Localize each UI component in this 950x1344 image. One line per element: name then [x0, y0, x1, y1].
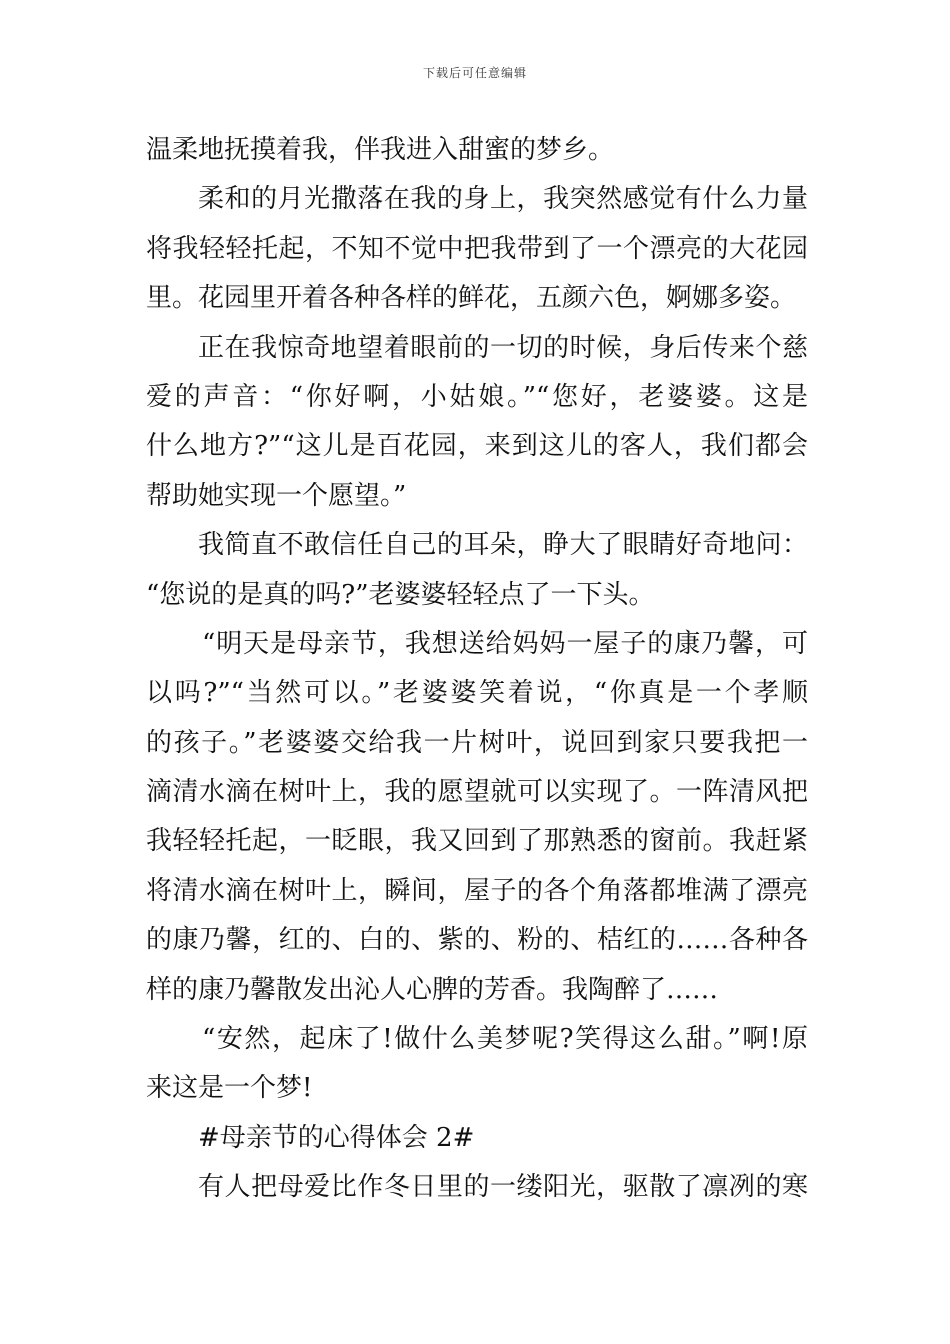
text-line: 我简直不敢信任自己的耳朵，睁大了眼睛好奇地问： — [198, 530, 808, 561]
text-line: 柔和的月光撒落在我的身上，我突然感觉有什么力量 — [198, 184, 808, 215]
text-line: 的康乃馨，红的、白的、紫的、粉的、桔红的……各种各 — [146, 925, 808, 956]
text-line: 什么地方?”“这儿是百花园，来到这儿的客人，我们都会 — [146, 431, 808, 462]
text-line: 帮助她实现一个愿望。” — [146, 480, 407, 511]
text-line: 来这是一个梦! — [146, 1073, 313, 1104]
body-text — [146, 126, 808, 1213]
text-line: 将清水滴在树叶上，瞬间，屋子的各个角落都堆满了漂亮 — [146, 875, 808, 906]
text-line: 以吗?”“当然可以。”老婆婆笑着说，“你真是一个孝顺 — [146, 678, 808, 709]
text-line: 爱的声音：“你好啊，小姑娘。”“您好，老婆婆。这是 — [146, 381, 808, 412]
text-line: 滴清水滴在树叶上，我的愿望就可以实现了。一阵清风把 — [146, 777, 808, 808]
text-line: 有人把母爱比作冬日里的一缕阳光，驱散了凛冽的寒 — [198, 1172, 808, 1203]
text-line: #母亲节的心得体会 2# — [198, 1122, 475, 1153]
text-line: 我轻轻托起，一眨眼，我又回到了那熟悉的窗前。我赶紧 — [146, 826, 808, 857]
text-line: “安然，起床了!做什么美梦呢?笑得这么甜。”啊!原 — [202, 1024, 808, 1055]
text-line: 温柔地抚摸着我，伴我进入甜蜜的梦乡。 — [146, 135, 615, 165]
text-line: 里。花园里开着各种各样的鲜花，五颜六色，婀娜多姿。 — [146, 283, 797, 314]
text-line: “您说的是真的吗?”老婆婆轻轻点了一下头。 — [146, 579, 655, 610]
text-line: 正在我惊奇地望着眼前的一切的时候，身后传来个慈 — [198, 332, 808, 363]
text-line: 样的康乃馨散发出沁人心脾的芳香。我陶醉了…… — [146, 974, 719, 1005]
text-line: 将我轻轻托起，不知不觉中把我带到了一个漂亮的大花园 — [146, 233, 808, 264]
text-line: 的孩子。”老婆婆交给我一片树叶，说回到家只要我把一 — [146, 727, 808, 758]
page-header: 下载后可任意编辑 — [422, 66, 527, 80]
text-line: “明天是母亲节，我想送给妈妈一屋子的康乃馨，可 — [202, 628, 808, 659]
